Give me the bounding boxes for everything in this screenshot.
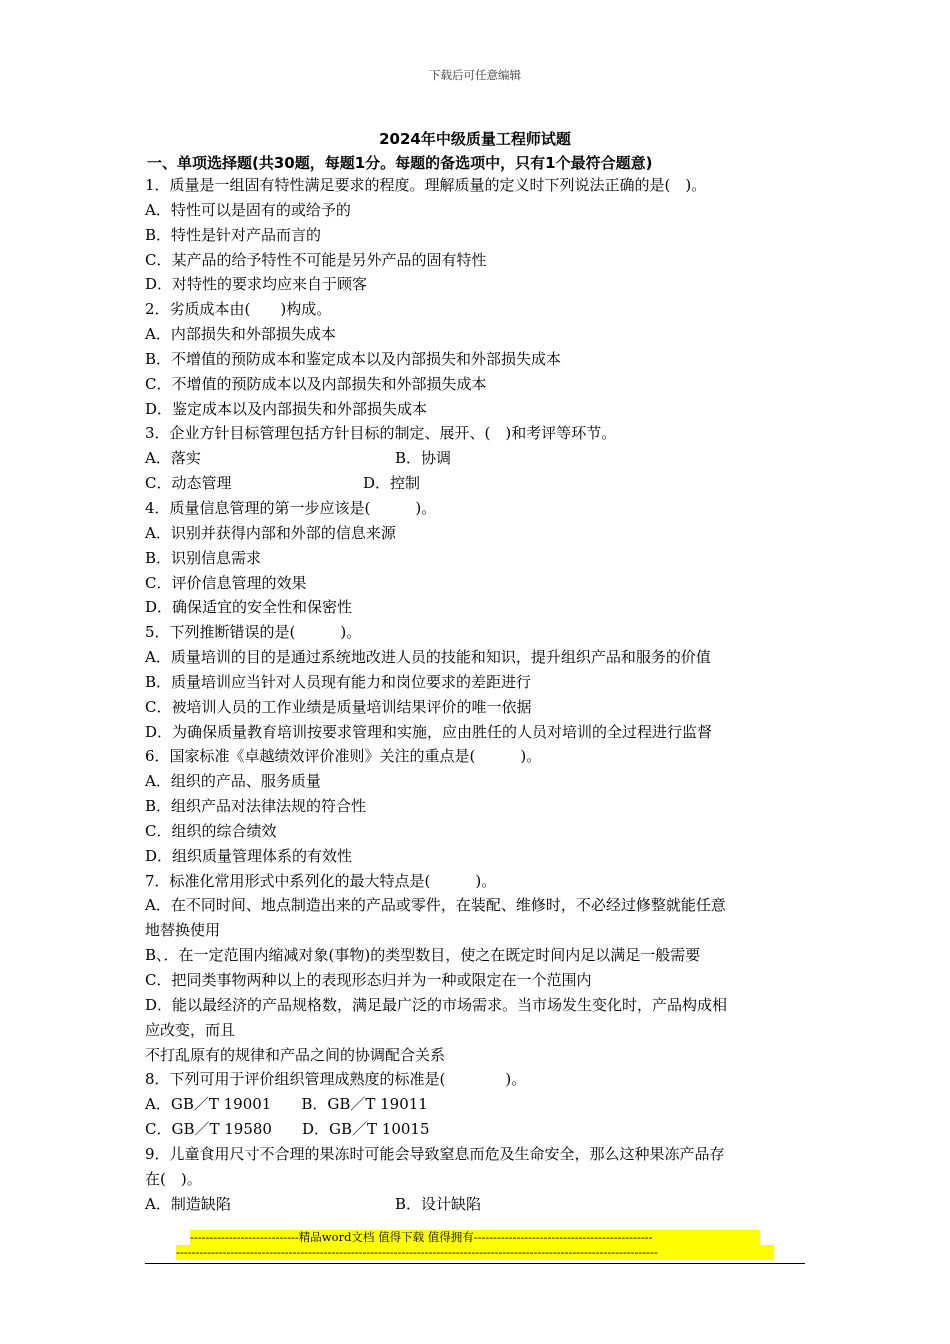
text-line: D．确保适宜的安全性和保密性 [145, 598, 353, 617]
text-line: 地替换使用 [145, 921, 221, 940]
text-line: 1．质量是一组固有特性满足要求的程度。理解质量的定义时下列说法正确的是( )。 [145, 176, 707, 194]
option-left: C．动态管理 [145, 474, 232, 493]
text-line: C．被培训人员的工作业绩是质量培训结果评价的唯一依据 [145, 697, 532, 716]
text-line: 不打乱原有的规律和产品之间的协调配合关系 [145, 1045, 446, 1064]
text-line: 8．下列可用于评价组织管理成熟度的标准是( )。 [145, 1070, 527, 1089]
text-line: C．评价信息管理的效果 [145, 573, 307, 592]
document-title: 2024年中级质量工程师试题 [379, 130, 571, 148]
footer-banner: ----------------------------精品word文档 值得下载 值得拥有---------------------------------------------- [190, 1230, 760, 1245]
page-header: 下载后可任意编辑 [429, 68, 521, 82]
text-line: C．GB／T 19580 D．GB／T 10015 [145, 1120, 430, 1139]
text-line: 4．质量信息管理的第一步应该是( )。 [145, 498, 437, 517]
text-line: C．组织的综合绩效 [145, 821, 277, 840]
text-line: D．对特性的要求均应来自于顾客 [145, 275, 368, 294]
text-line: B．识别信息需求 [145, 548, 262, 567]
text-line: 3．企业方针目标管理包括方针目标的制定、展开、( )和考评等环节。 [145, 424, 617, 443]
text-line: A．识别并获得内部和外部的信息来源 [145, 523, 396, 542]
text-line: D．为确保质量教育培训按要求管理和实施，应由胜任的人员对培训的全过程进行监督 [145, 722, 713, 741]
text-line: 5．下列推断错误的是( )。 [145, 623, 362, 642]
text-line: D．组织质量管理体系的有效性 [145, 846, 353, 865]
option-pair [145, 1192, 805, 1217]
option-pair [145, 446, 805, 471]
footer-rule [145, 1263, 805, 1264]
option-left: A．制造缺陷 [145, 1194, 231, 1213]
text-line: A．在不同时间、地点制造出来的产品或零件，在装配、维修时，不必经过修整就能任意 [145, 896, 726, 915]
text-line: A．内部损失和外部损失成本 [145, 325, 336, 344]
text-line: 应改变，而且 [145, 1020, 236, 1039]
text-line: A．GB／T 19001 B．GB／T 19011 [145, 1095, 428, 1114]
text-line: B．质量培训应当针对人员现有能力和岗位要求的差距进行 [145, 672, 532, 691]
text-line: D．能以最经济的产品规格数，满足最广泛的市场需求。当市场发生变化时，产品构成相 [145, 995, 728, 1014]
option-pair [145, 471, 805, 496]
option-right: B．协调 [395, 449, 452, 468]
text-line: C．把同类事物两种以上的表现形态归并为一种或限定在一个范围内 [145, 971, 592, 989]
text-line: 2．劣质成本由( )构成。 [145, 300, 332, 319]
option-right: B．设计缺陷 [395, 1194, 482, 1213]
text-line: C．不增值的预防成本以及内部损失和外部损失成本 [145, 374, 487, 393]
text-line: B．不增值的预防成本和鉴定成本以及内部损失和外部损失成本 [145, 349, 562, 368]
text-line: B、．在一定范围内缩减对象(事物)的类型数目，使之在既定时间内足以满足一般需要 [145, 946, 701, 965]
question-body [145, 173, 805, 1216]
text-line: C．某产品的给予特性不可能是另外产品的固有特性 [145, 250, 487, 269]
option-right: D．控制 [363, 474, 421, 493]
text-line: 6．国家标准《卓越绩效评价准则》关注的重点是( )。 [145, 747, 542, 766]
text-line: B．组织产品对法律法规的符合性 [145, 797, 367, 816]
text-line: 9．儿童食用尺寸不合理的果冻时可能会导致窒息而危及生命安全，那么这种果冻产品存 [145, 1144, 725, 1163]
footer-banner-dashes: ---------------------------------------------------------------------------------------------------------------------------- [176, 1245, 774, 1260]
text-line: 7．标准化常用形式中系列化的最大特点是( )。 [145, 871, 497, 890]
text-line: 在( )。 [145, 1169, 202, 1188]
text-line: A．质量培训的目的是通过系统地改进人员的技能和知识，提升组织产品和服务的价值 [145, 648, 711, 667]
option-left: A．落实 [145, 449, 201, 468]
text-line: A．特性可以是固有的或给予的 [145, 200, 351, 219]
text-line: A．组织的产品、服务质量 [145, 772, 321, 791]
text-line: D．鉴定成本以及内部损失和外部损失成本 [145, 399, 428, 418]
text-line: B．特性是针对产品而言的 [145, 225, 322, 244]
section-heading: 一、单项选择题(共30题，每题1分。每题的备选项中，只有1个最符合题意) [147, 154, 653, 172]
